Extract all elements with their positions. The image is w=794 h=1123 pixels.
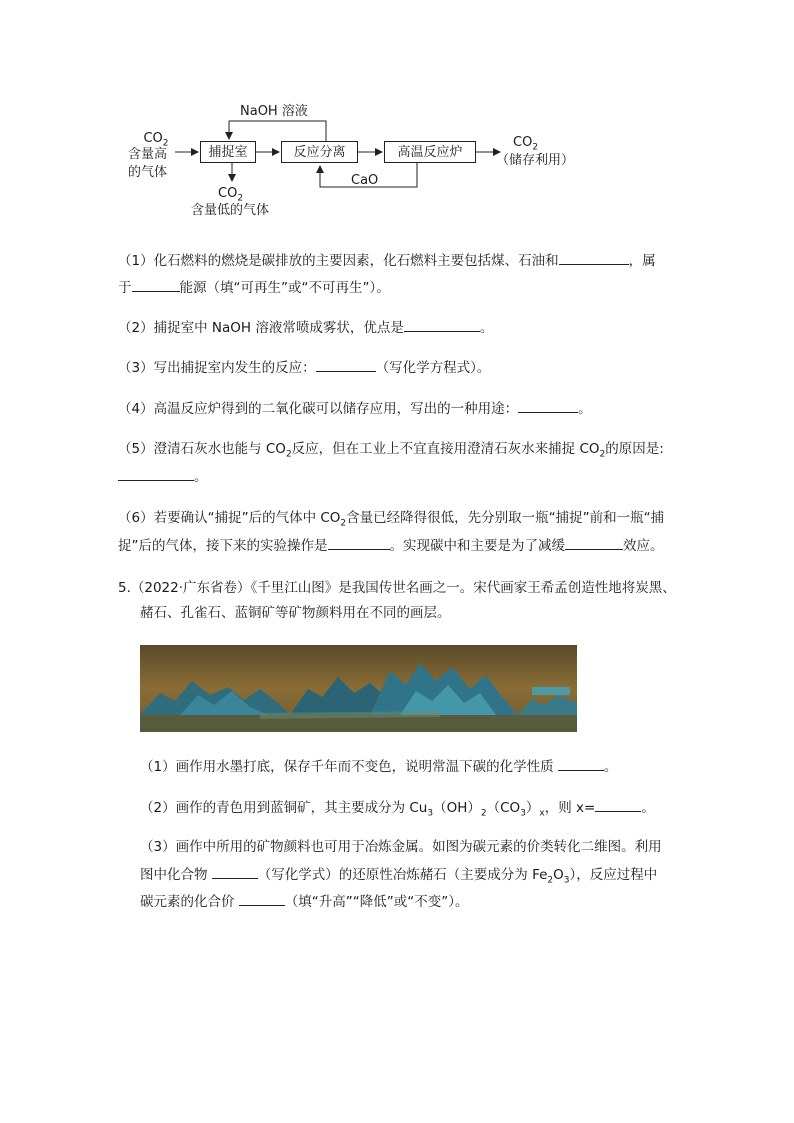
answer-blank[interactable]	[404, 317, 480, 332]
q5-intro-line2: 赭石、孔雀石、蓝铜矿等矿物颜料用在不同的画层。	[140, 605, 451, 621]
q4-item-3: （3）写出捕捉室内发生的反应： （写化学方程式）。	[118, 357, 490, 378]
naoh-label: NaOH 溶液	[240, 104, 308, 119]
q4-item-5-line2: 。	[118, 466, 208, 487]
separate-box: 反应分离	[281, 141, 358, 163]
answer-blank[interactable]	[518, 398, 578, 413]
input-line1: 含量高	[128, 147, 168, 162]
low-note: 含量低的气体	[191, 203, 270, 218]
q5-item-2: （2）画作的青色用到蓝铜矿，其主要成分为 $Cu_3(OH)_2(CO_3)_x$，则 x= 。	[140, 797, 655, 824]
q5-item-1: （1）画作用水墨打底，保存千年而不变色，说明常温下碳的化学性质 。	[140, 756, 617, 777]
q5-item-3-line3: 碳元素的化合价 （填“升高”“降低”或“不变”）。	[140, 891, 469, 912]
q4-item-1-line1: （1）化石燃料的燃烧是碳排放的主要因素，化石燃料主要包括煤、石油和 ，属	[118, 250, 656, 271]
q5-item-3-line2: 图中化合物 （写化学式）的还原性冶炼赭石（主要成分为 $Fe_2O_3$），反应过程中	[140, 864, 657, 891]
answer-blank[interactable]	[595, 797, 641, 812]
out-note: （储存利用）	[496, 153, 575, 168]
answer-blank[interactable]	[328, 535, 390, 550]
painting-graphic	[140, 645, 577, 732]
furnace-box: 高温反应炉	[384, 141, 476, 163]
answer-blank[interactable]	[559, 250, 629, 265]
cao-label: CaO	[351, 173, 379, 188]
q4-item-1-line2: 于 能源（填“可再生”或“不可再生”）。	[118, 277, 390, 298]
input-co2-label: $CO_2$	[143, 131, 169, 149]
landscape-painting-image	[140, 645, 577, 732]
q4-item-6-line1: （6）若要确认“捕捉”后的气体中 $CO_2$含量已经降得很低，先分别取一瓶“捕捉”前和一瓶“捕	[118, 510, 665, 529]
answer-blank[interactable]	[565, 535, 623, 550]
q4-item-2: （2）捕捉室中 NaOH 溶液常喷成雾状，优点是 。	[118, 317, 493, 338]
q4-item-4: （4）高温反应炉得到的二氧化碳可以储存应用，写出的一种用途： 。	[118, 398, 592, 419]
answer-blank[interactable]	[239, 891, 285, 906]
answer-blank[interactable]	[212, 864, 258, 879]
answer-blank[interactable]	[316, 357, 376, 372]
answer-blank[interactable]	[558, 756, 604, 771]
q4-item-5-line1: （5）澄清石灰水也能与 $CO_2$反应，但在工业上不宜直接用澄清石灰水来捕捉 $CO_2$的原因是:	[118, 441, 664, 460]
input-line2: 的气体	[128, 165, 168, 180]
capture-box: 捕捉室	[200, 141, 256, 163]
answer-blank[interactable]	[118, 466, 194, 481]
q5-intro-line1: 5.（2022·广东省卷）《千里江山图》是我国传世名画之一。宋代画家王希孟创造性地将炭黑、	[118, 580, 676, 596]
q5-item-3-line1: （3）画作中所用的矿物颜料也可用于冶炼金属。如图为碳元素的价类转化二维图。利用	[140, 839, 662, 855]
out-co2-label: $CO_2$	[513, 135, 539, 153]
diagram-arrows	[0, 0, 794, 230]
q4-item-6-line2: 捉”后的气体，接下来的实验操作是 。实现碳中和主要是为了减缓 效应。	[118, 535, 664, 556]
answer-blank[interactable]	[132, 277, 180, 292]
low-co2-label: $CO_2$	[218, 186, 244, 204]
